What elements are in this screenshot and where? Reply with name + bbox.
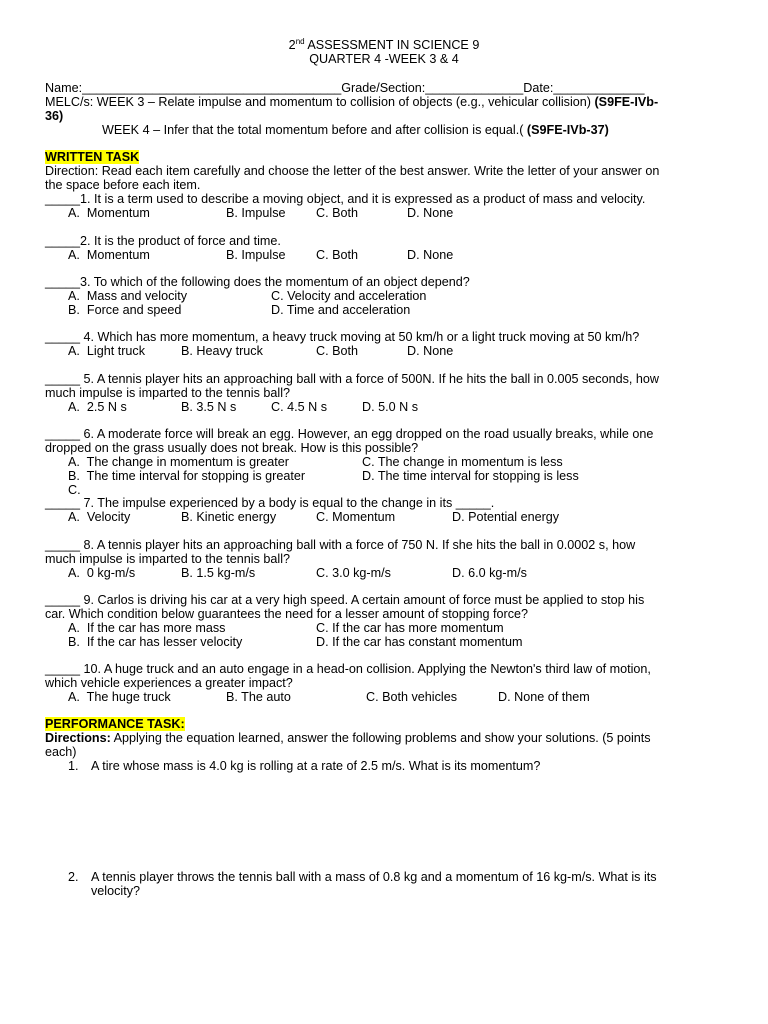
question-1-choice: B. Impulse	[226, 206, 286, 220]
document-title	[0, 38, 768, 52]
directions-text: Applying the equation learned, answer the following problems and show your solutions. (5 points	[110, 731, 651, 745]
question-1-choice: C. Both	[316, 206, 358, 220]
performance-item-text: A tennis player throws the tennis ball with a mass of 0.8 kg and a momentum of 16 kg-m/s. What is its	[91, 870, 657, 884]
question-5-text: much impulse is imparted to the tennis ball?	[45, 386, 291, 400]
performance-task-label: PERFORMANCE TASK:	[45, 717, 185, 731]
document-subtitle: QUARTER 4 -WEEK 3 & 4	[309, 52, 459, 66]
question-9-text: _____ 9. Carlos is driving his car at a very high speed. A certain amount of force must be applied to stop his	[45, 593, 645, 607]
question-2-choice: A. Momentum	[68, 248, 150, 262]
written-direction-line-2: the space before each item.	[45, 178, 201, 192]
question-8-choice: C. 3.0 kg-m/s	[316, 566, 391, 580]
question-2-choice: C. Both	[316, 248, 358, 262]
question-9-choice: C. If the car has more momentum	[316, 621, 504, 635]
question-10-choice: A. The huge truck	[68, 690, 171, 704]
question-3-choice: B. Force and speed	[68, 303, 182, 317]
question-6-choice: A. The change in momentum is greater	[68, 455, 289, 469]
question-9-choice: A. If the car has more mass	[68, 621, 226, 635]
question-7-choice: C. Momentum	[316, 510, 396, 524]
question-3-choice: C. Velocity and acceleration	[271, 289, 427, 303]
question-8-text: much impulse is imparted to the tennis ball?	[45, 552, 291, 566]
question-9-choice: D. If the car has constant momentum	[316, 635, 523, 649]
question-4-choice: C. Both	[316, 344, 358, 358]
question-9-choice: B. If the car has lesser velocity	[68, 635, 243, 649]
performance-item-number: 2.	[68, 870, 79, 884]
question-10-choice: C. Both vehicles	[366, 690, 457, 704]
question-1-choice: A. Momentum	[68, 206, 150, 220]
week4-text: WEEK 4 – Infer that the total momentum before and after collision is equal.(	[102, 123, 527, 137]
question-8-choice: A. 0 kg-m/s	[68, 566, 136, 580]
question-8-text: _____ 8. A tennis player hits an approaching ball with a force of 750 N. If she hits the ball in 0.0002 s, how	[45, 538, 636, 552]
question-6-choice: D. The time interval for stopping is less	[362, 469, 579, 483]
question-4-choice: A. Light truck	[68, 344, 145, 358]
question-6-choice: C.	[68, 483, 81, 497]
question-5-choice: D. 5.0 N s	[362, 400, 418, 414]
question-9-text: car. Which condition below guarantees the need for a lesser amount of stopping force?	[45, 607, 529, 621]
question-8-choice: B. 1.5 kg-m/s	[181, 566, 256, 580]
melc-code: (S9FE-IVb-	[594, 95, 659, 109]
question-2-text: _____2. It is the product of force and time.	[45, 234, 281, 248]
written-task-label: WRITTEN TASK	[45, 150, 140, 164]
week4-line	[102, 123, 609, 137]
melc-line	[45, 95, 658, 109]
question-5-text: _____ 5. A tennis player hits an approaching ball with a force of 500N. If he hits the ball in 0.005 seconds, how	[45, 372, 659, 386]
question-5-choice: B. 3.5 N s	[181, 400, 237, 414]
performance-direction-line-2: each)	[45, 745, 77, 759]
written-task-heading	[45, 150, 139, 164]
question-1-text: _____1. It is a term used to describe a moving object, and it is expressed as a product of mass and velocity.	[45, 192, 646, 206]
week4-code: (S9FE-IVb-37)	[526, 123, 609, 137]
question-8-choice: D. 6.0 kg-m/s	[452, 566, 527, 580]
melc-code-continued: 36)	[45, 109, 64, 123]
question-6-choice: B. The time interval for stopping is greater	[68, 469, 306, 483]
question-5-choice: A. 2.5 N s	[68, 400, 127, 414]
question-6-text: _____ 6. A moderate force will break an egg. However, an egg dropped on the road usually breaks, while one	[45, 427, 654, 441]
performance-item-number: 1.	[68, 759, 79, 773]
title-superscript: nd	[295, 36, 305, 46]
directions-label: Directions:	[45, 731, 111, 745]
performance-direction-line-1	[45, 731, 651, 745]
performance-item-text: velocity?	[91, 884, 140, 898]
question-3-choice: D. Time and acceleration	[271, 303, 411, 317]
question-2-choice: B. Impulse	[226, 248, 286, 262]
question-10-choice: B. The auto	[226, 690, 291, 704]
question-7-choice: A. Velocity	[68, 510, 131, 524]
question-4-text: _____ 4. Which has more momentum, a heavy truck moving at 50 km/h or a light truck moving at 50 km/h?	[45, 330, 640, 344]
question-5-choice: C. 4.5 N s	[271, 400, 327, 414]
question-7-text: _____ 7. The impulse experienced by a body is equal to the change in its _____.	[45, 496, 495, 510]
question-6-choice: C. The change in momentum is less	[362, 455, 563, 469]
question-2-choice: D. None	[407, 248, 454, 262]
melc-text: MELC/s: WEEK 3 – Relate impulse and momentum to collision of objects (e.g., vehicular collision)	[45, 95, 595, 109]
name-grade-date-line: Name:_____________________________________Grade/Section:______________Date:_____________	[45, 81, 645, 95]
question-1-choice: D. None	[407, 206, 454, 220]
title-text: ASSESSMENT IN SCIENCE 9	[304, 38, 480, 52]
question-10-choice: D. None of them	[498, 690, 590, 704]
question-4-choice: D. None	[407, 344, 454, 358]
written-direction-line-1: Direction: Read each item carefully and choose the letter of the best answer. Write the letter of your answer on	[45, 164, 660, 178]
question-4-choice: B. Heavy truck	[181, 344, 263, 358]
question-10-text: which vehicle experiences a greater impact?	[45, 676, 293, 690]
question-7-choice: D. Potential energy	[452, 510, 560, 524]
question-3-choice: A. Mass and velocity	[68, 289, 187, 303]
question-7-choice: B. Kinetic energy	[181, 510, 277, 524]
performance-task-heading	[45, 717, 185, 731]
performance-item-text: A tire whose mass is 4.0 kg is rolling at a rate of 2.5 m/s. What is its momentum?	[91, 759, 541, 773]
question-6-text: dropped on the grass usually does not break. How is this possible?	[45, 441, 419, 455]
question-10-text: _____ 10. A huge truck and an auto engage in a head-on collision. Applying the Newton's third law of motion,	[45, 662, 651, 676]
title-number: 2	[288, 38, 296, 52]
question-3-text: _____3. To which of the following does the momentum of an object depend?	[45, 275, 470, 289]
